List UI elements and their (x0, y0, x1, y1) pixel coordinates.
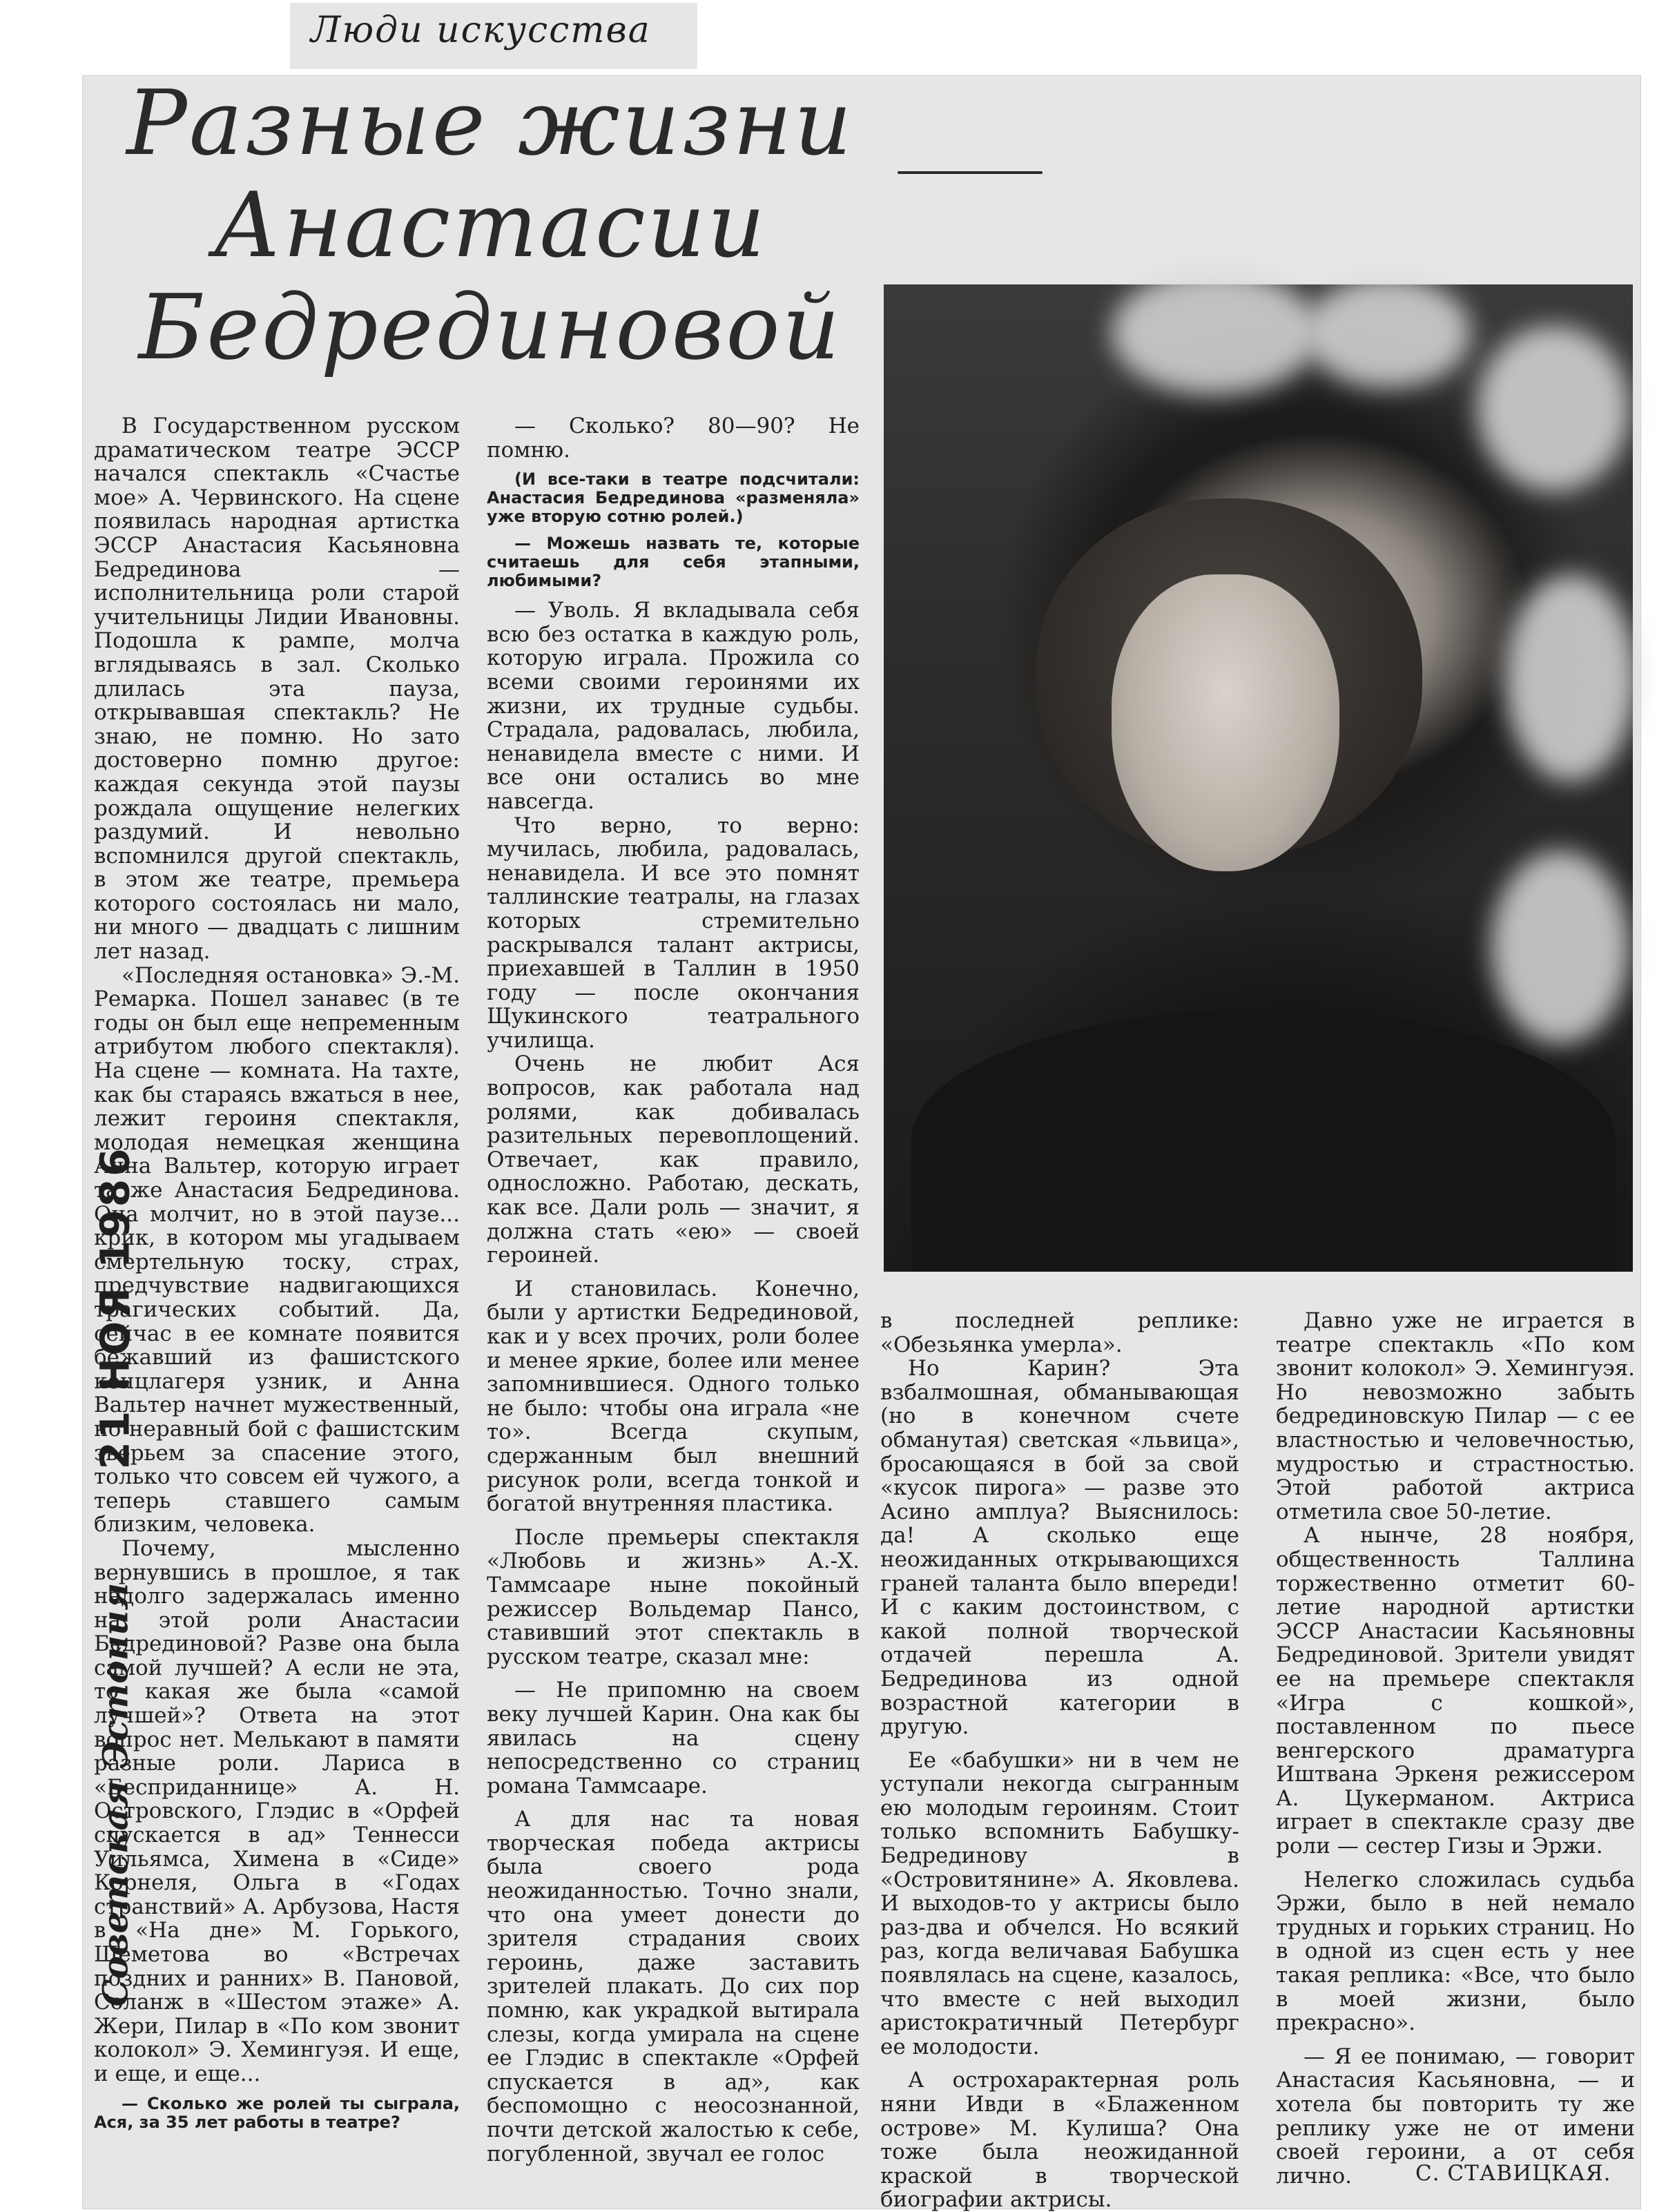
headline-line-2: Анастасии (213, 173, 768, 278)
paragraph: в последней реплике: «Обезьянка умерла». (880, 1308, 1239, 1357)
paragraph: Но Карин? Эта взбалмошная, обманывающая (но в конечном счете обманутая) светская «львица», бросающаяся в бой за свой «кусок пирога» — разве это Асино амплуа? Выяснилось: да! А сколько еще неожиданных открывающихся граней таланта было впереди! И с каким достоинством, с какой полной творческой отдачей перешла А. Бедрединова из одной возрастной категории в другую. (880, 1356, 1239, 1740)
paragraph: — Сколько? 80—90? Не помню. (487, 414, 860, 463)
masthead-text: Советская Эстония (95, 1582, 136, 2007)
paragraph: И становилась. Конечно, были у артистки Бедрединовой, как и у всех прочих, роли более и менее яркие, более или менее запомнившиеся. Одного только не было: чтобы она играла «не то». Всегда скупым, сдержанным был внешний рисунок роли, всегда тонкой и богатой внутренняя пластика. (487, 1276, 860, 1517)
interview-question: — Сколько же ролей ты сыграла, Ася, за 35 лет работы в театре? (94, 2093, 460, 2132)
article-column-2 (487, 414, 860, 2166)
divider-rule (898, 171, 1043, 174)
paragraph: Очень не любит Ася вопросов, как работала над ролями, как добивалась разительных перевоплощений. Отвечает, как правило, односложно. Работаю, дескать, как все. Дали роль — значит, я должна стать «ею» — своей героиней. (487, 1051, 860, 1268)
paragraph: — Не припомню на своем веку лучшей Карин. Она как бы явилась на сцену непосредственно со страниц романа Таммсааре. (487, 1678, 860, 1798)
article-column-3 (880, 1309, 1239, 2212)
paragraph: Нелегко сложилась судьба Эржи, было в ней немало трудных и горьких страниц. Но в одной из сцен есть у нее такая реплика: «Все, что было в моей жизни, было прекрасно». (1276, 1867, 1635, 2036)
paragraph: Ее «бабушки» ни в чем не уступали некогда сыгранным ею молодым героиням. Стоит только вспомнить Бабушку-Бедрединову в «Островитянине» А. Яковлева. И выходов-то у актрисы было раз-два и обчелся. Но всякий раз, когда величавая Бабушка появлялась на сцене, казалось, что вместе с ней выходил аристократичный Петербург ее молодости. (880, 1747, 1239, 2059)
date-stamp-text: 21 НОЯ 1986 (91, 1145, 139, 1470)
portrait-dress (911, 1009, 1616, 1272)
paragraph: А острохарактерная роль няни Ивди в «Блаженном острове» М. Кулиша? Она тоже была неожиданной краской в творческой биографии актрисы. (880, 2068, 1239, 2212)
portrait-face (1112, 574, 1339, 871)
paragraph: — Уволь. Я вкладывала себя всю без остатка в каждую роль, которую играла. Прожила со всеми своими героинями их жизни, их трудные судьбы. Страдала, радовалась, любила, ненавидела вместе с ними. И все они остались во мне навсегда. (487, 598, 860, 814)
paragraph: Давно уже не играется в театре спектакль «По ком звонит колокол» Э. Хемингуэя. Но невозможно забыть бедрединовскую Пилар — с ее властностью и человечностью, мудростью и страстностью. Этой работой актриса отметила свое 50-летие. (1276, 1308, 1635, 1524)
article-headline (110, 72, 870, 378)
article-column-4 (1276, 1309, 1635, 2188)
author-signature: С. СТАВИЦКАЯ. (1415, 2161, 1611, 2186)
paragraph: После премьеры спектакля «Любовь и жизнь» А.-Х. Таммсааре ныне покойный режиссер Вольдемар Пансо, ставивший этот спектакль в русском театре, сказал мне: (487, 1524, 860, 1669)
headline-line-3: Бедрединовой (138, 275, 842, 380)
paragraph: А для нас та новая творческая победа актрисы была своего рода неожиданностью. Точно знали, что она умеет донести до зрителя страдания своих героинь, даже заставить зрителей плакать. До сих пор помню, как украдкой вытирала слезы, когда умирала на сцене ее Глэдис в спектакле «Орфей спускается в ад», как беспомощно с неосознанной, почти детской жалостью к себе, погубленной, звучал ее голос (487, 1807, 860, 2166)
article-column-1 (91, 414, 460, 2140)
paragraph: Что верно, то верно: мучилась, любила, радовалась, ненавидела. И все это помнят таллинские театралы, на глазах которых стремительно раскрывался талант актрисы, приехавшей в Таллин в 1950 году — после окончания Щукинского театрального училища. (487, 813, 860, 1053)
paragraph: А нынче, 28 ноября, общественность Таллина торжественно отметит 60-летие народной артистки ЭССР Анастасии Касьяновны Бедрединовой. Зрители увидят ее на премьере спектакля «Игра с кошкой», поставленном по пьесе венгерского драматурга Иштвана Эркеня режиссером А. Цукерманом. Актриса играет в спектакле сразу две роли — сестер Гизы и Эржи. (1276, 1523, 1635, 1859)
newspaper-masthead (21, 1582, 136, 2007)
editorial-note: (И все-таки в театре подсчитали: Анастасия Бедрединова «разменяла» уже вторую сотню ролей.) (487, 469, 860, 527)
date-stamp (29, 1145, 139, 1470)
paragraph: Почему, мысленно вернувшись в прошлое, я так надолго задержалась именно на этой роли Анастасии Бедрединовой? Разве она была самой лучшей? А если не эта, то какая же была «самой лучшей»? Ответа на этот вопрос нет. Мелькают в памяти разные роли. Лариса в «Бесприданнице» А. Н. Островского, Глэдис в «Орфей спускается в ад» Теннесси Уильямса, Химена в «Сиде» Корнеля, Ольга в «Годах странствий» А. Арбузова, Настя в «На дне» М. Горького, Шеметова во «Встречах поздних и ранних» В. Пановой, Соланж в «Шестом этаже» А. Жери, Пилар в «По ком звонит колокол» Э. Хемингуэя. И еще, и еще, и еще... (94, 1535, 460, 2086)
rubric-text: Люди искусства (311, 10, 651, 51)
section-rubric (290, 3, 697, 69)
interview-question: — Можешь назвать те, которые считаешь для себя этапными, любимыми? (487, 534, 860, 591)
paragraph: В Государственном русском драматическом театре ЭССР начался спектакль «Счастье мое» А. Червинского. На сцене появилась народная артистка ЭССР Анастасия Касьяновна Бедрединова — исполнительница роли старой учительницы Лидии Ивановны. Подошла к рампе, молча вглядываясь в зал. Сколько длилась эта пауза, открывавшая спектакль? Не знаю, не помню. Но зато достоверно помню другое: каждая секунда этой паузы рождала ощущение нелегких раздумий. И невольно вспомнился другой спектакль, в этом же театре, премьера которого состоялась ни мало, ни много — двадцать с лишним лет назад. (94, 414, 460, 964)
portrait-photo (884, 284, 1633, 1272)
paragraph: «Последняя остановка» Э.-М. Ремарка. Пошел занавес (в те годы он был еще непременным атрибутом любого спектакля). На сцене — комната. На тахте, как бы стараясь вжаться в нее, лежит героиня спектакля, молодая немецкая женщина Анна Вальтер, которую играет та же Анастасия Бедрединова. Она молчит, но в этой паузе... крик, в котором мы угадываем смертельную тоску, страх, предчувствие надвигающихся трагических событий. Да, сейчас в ее комнате появится бежавший из фашистского концлагеря узник, и Анна Вальтер начнет мужественный, но неравный бой с фашистским зверьем за спасение этого, только что совсем ей чужого, а теперь ставшего самым близким, человека. (94, 962, 460, 1537)
headline-line-1: Разные жизни (126, 70, 854, 175)
paragraph: — Я ее понимаю, — говорит Анастасия Касьяновна, — и хотела бы повторить ту же реплику уже не от имени своей героини, а от себя лично. (1276, 2044, 1635, 2189)
